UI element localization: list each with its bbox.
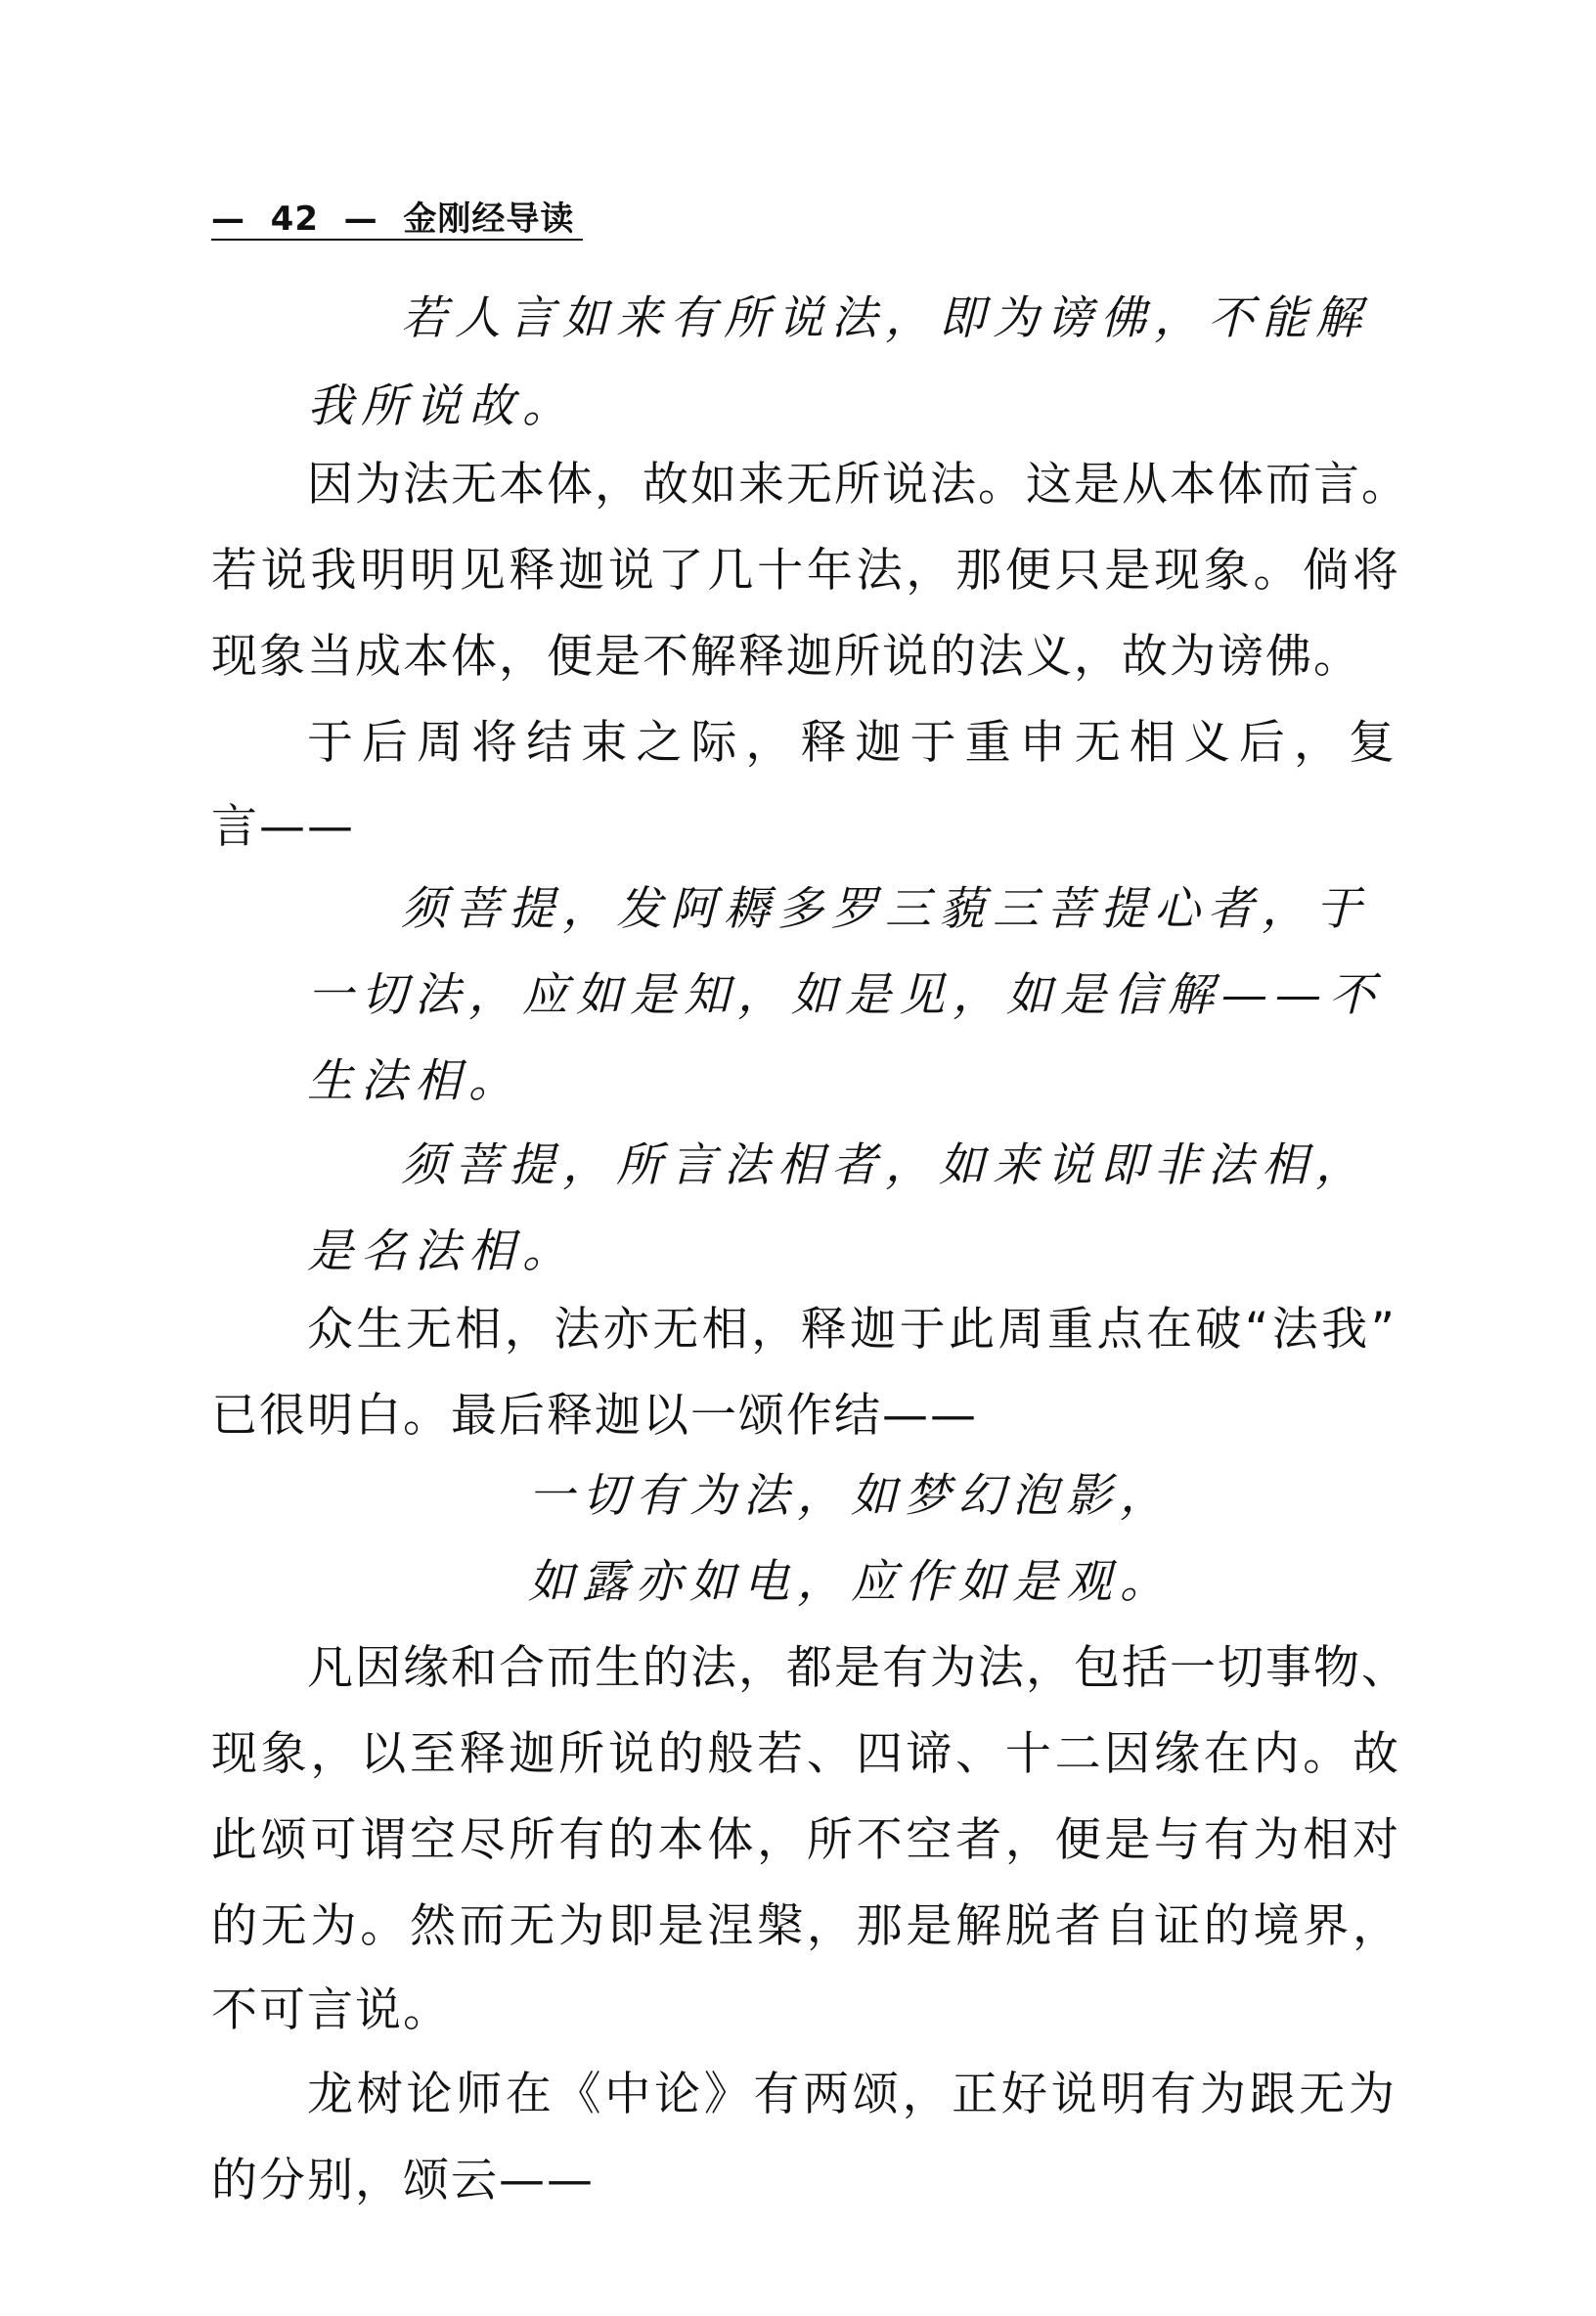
quote-line: 生法相。 — [307, 1054, 522, 1108]
body-line: 因为法无本体，故如来无所说法。这是从本体而言。 — [307, 458, 1409, 512]
page-header: — 42 — 金刚经导读 — [211, 200, 575, 239]
body-line: 不可言说。 — [211, 1983, 451, 2037]
quote-line: 若人言如来有所说法，即为谤佛，不能解 — [401, 291, 1369, 345]
body-line: 众生无相，法亦无相，释迦于此周重点在破“法我” — [307, 1303, 1396, 1357]
body-line: 言—— — [211, 800, 355, 854]
body-line: 若说我明明见释迦说了几十年法，那便只是现象。倘将 — [211, 544, 1400, 598]
quote-line: 一切法，应如是知，如是见，如是信解——不 — [307, 968, 1383, 1022]
quote-line: 须菩提，所言法相者，如来说即非法相， — [401, 1138, 1369, 1192]
body-line: 现象，以至释迦所说的般若、四谛、十二因缘在内。故 — [211, 1727, 1400, 1781]
body-line: 凡因缘和合而生的法，都是有为法，包括一切事物、 — [307, 1641, 1409, 1695]
body-line: 此颂可谓空尽所有的本体，所不空者，便是与有为相对 — [211, 1813, 1400, 1867]
quote-line: 是名法相。 — [307, 1225, 576, 1278]
quote-line: 我所说故。 — [307, 379, 576, 433]
body-line: 的分别，颂云—— — [211, 2154, 595, 2207]
body-line: 于后周将结束之际，释迦于重申无相义后，复 — [307, 716, 1396, 770]
body-line: 的无为。然而无为即是涅槃，那是解脱者自证的境界， — [211, 1899, 1400, 1953]
body-line: 已很明白。最后释迦以一颂作结—— — [211, 1389, 978, 1443]
verse-line: 如露亦如电，应作如是观。 — [528, 1555, 1174, 1609]
body-line: 龙树论师在《中论》有两颂，正好说明有为跟无为 — [307, 2068, 1396, 2121]
header-rule — [211, 239, 583, 241]
body-line: 现象当成本体，便是不解释迦所说的法义，故为谤佛。 — [211, 630, 1361, 684]
verse-line: 一切有为法，如梦幻泡影， — [528, 1469, 1174, 1523]
quote-line: 须菩提，发阿耨多罗三藐三菩提心者，于 — [401, 882, 1369, 936]
